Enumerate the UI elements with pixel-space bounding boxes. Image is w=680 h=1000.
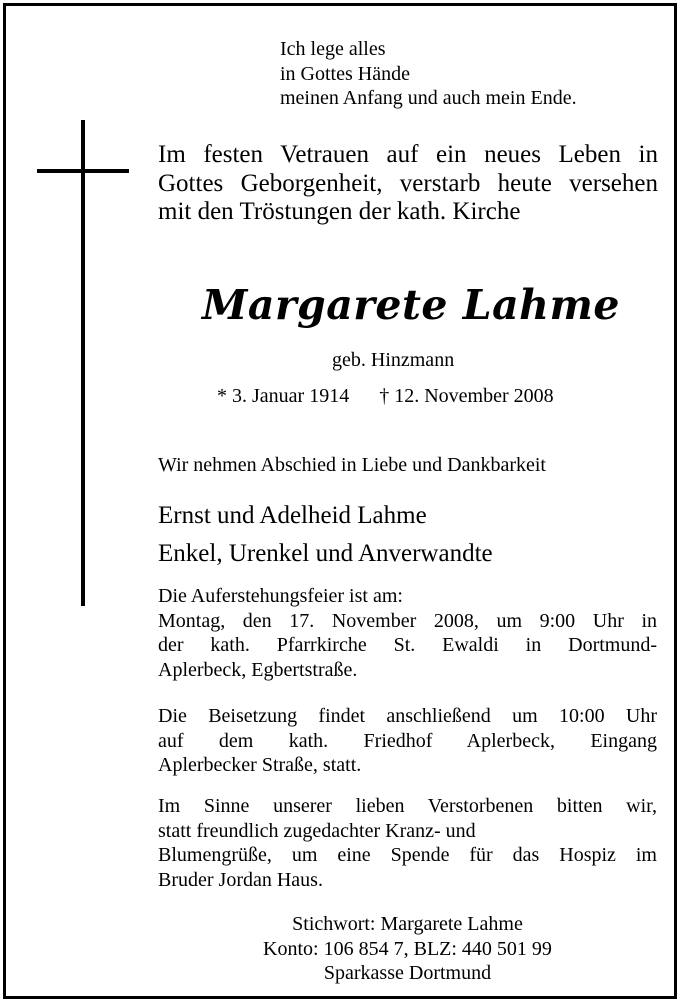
bank-name: Sparkasse Dortmund xyxy=(323,962,492,984)
intro-line-1: Im festen Vetrauen auf ein neues Leben in xyxy=(158,141,658,168)
deceased-name: Margarete Lahme xyxy=(202,281,620,329)
farewell-line: Wir nehmen Abschied in Liebe und Dankbarkeit xyxy=(158,454,546,476)
intro-line-3: mit den Tröstungen der kath. Kirche xyxy=(158,198,521,225)
burial-line-1: Die Beisetzung findet anschließend um 10:00 Uhr xyxy=(158,705,657,727)
burial-line-2: auf dem kath. Friedhof Aplerbeck, Eingang xyxy=(158,729,657,752)
ceremony-line-1: Die Auferstehungsfeier ist am: xyxy=(158,585,403,607)
donation-paragraph xyxy=(158,794,657,892)
birth-date: 3. Januar 1914 xyxy=(232,385,350,407)
bank-keyword: Stichwort: Margarete Lahme xyxy=(292,913,523,935)
intro-line-2: Gottes Geborgenheit, verstarb heute versehen xyxy=(158,169,658,197)
intro-text xyxy=(158,141,658,227)
cross-icon xyxy=(81,120,85,606)
poem-line-1: Ich lege alles xyxy=(280,38,386,60)
family-line-1: Ernst und Adelheid Lahme xyxy=(158,502,427,529)
burial-paragraph xyxy=(158,704,657,778)
donation-line-2: statt freundlich zugedachter Kranz- und xyxy=(158,819,476,842)
ceremony-line-3: der kath. Pfarrkirche St. Ewaldi in Dortmund- xyxy=(158,634,657,656)
ceremony-paragraph xyxy=(158,584,657,682)
death-date: 12. November 2008 xyxy=(394,385,554,407)
obituary-notice xyxy=(3,3,677,999)
death-cross-icon: † xyxy=(379,385,390,407)
donation-line-1: Im Sinne unserer lieben Verstorbenen bitten wir, xyxy=(158,795,657,817)
cross-icon-bar xyxy=(37,169,129,173)
poem-verse xyxy=(280,37,577,111)
burial-line-3: Aplerbecker Straße, statt. xyxy=(158,754,362,776)
birth-star-icon: * xyxy=(217,385,227,407)
donation-line-3: Blumengrüße, um eine Spende für das Hospiz im xyxy=(158,844,657,866)
family-line-2: Enkel, Urenkel und Anverwandte xyxy=(158,540,493,567)
poem-line-2: in Gottes Hände xyxy=(280,62,410,85)
poem-line-3: meinen Anfang und auch mein Ende. xyxy=(280,87,577,109)
maiden-name: geb. Hinzmann xyxy=(332,349,455,371)
ceremony-line-4: Aplerbeck, Egbertstraße. xyxy=(158,658,358,681)
life-dates xyxy=(217,385,554,408)
bank-details xyxy=(158,912,657,986)
family-names xyxy=(158,497,493,573)
ceremony-line-2: Montag, den 17. November 2008, um 9:00 Uhr in xyxy=(158,609,657,632)
donation-line-4: Bruder Jordan Haus. xyxy=(158,868,323,891)
bank-account: Konto: 106 854 7, BLZ: 440 501 99 xyxy=(263,937,552,960)
